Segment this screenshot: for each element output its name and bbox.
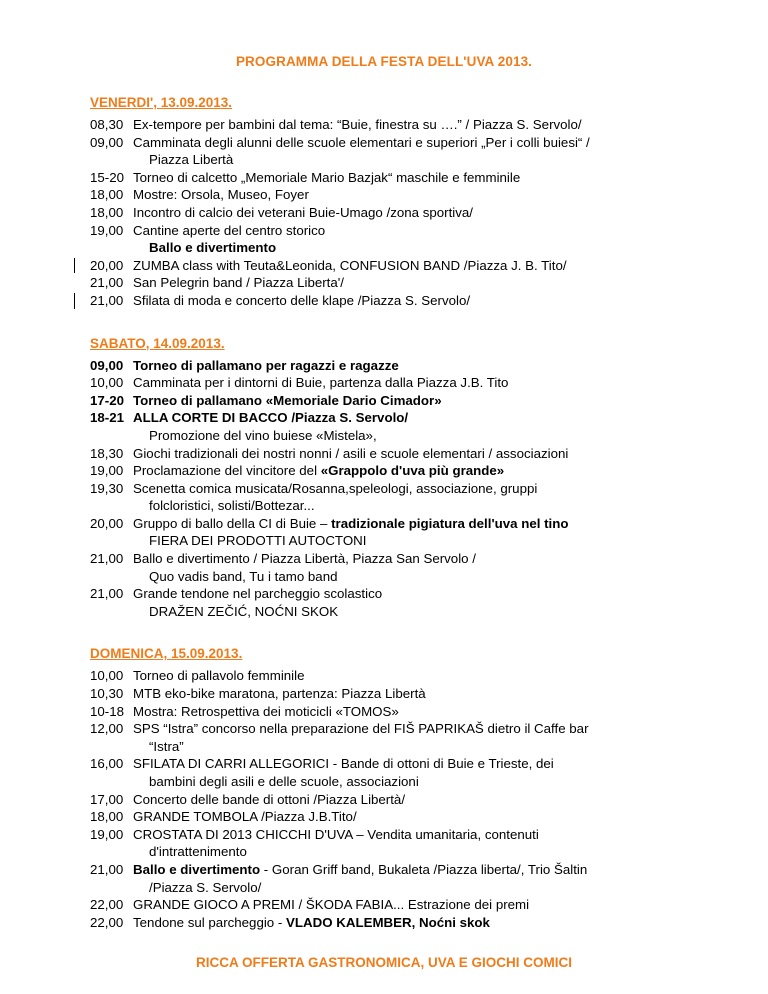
schedule-text: MTB eko-bike maratona, partenza: Piazza Libertà [133,686,426,702]
schedule-text: Ex-tempore per bambini dal tema: “Buie, finestra su ….” / Piazza S. Servolo/ [133,117,582,132]
schedule-time: 10,00 [90,375,124,391]
schedule-text: DRAŽEN ZEČIĆ, NOĆNI SKOK [149,603,339,619]
schedule-time: 10-18 [90,703,125,719]
day-block [60,646,708,931]
schedule-time: 10,30 [90,686,124,702]
schedule-time: 22,00 [90,914,124,930]
schedule-time: 18,30 [90,445,124,461]
schedule-time: 21,00 [90,275,124,291]
schedule-text: Ballo e divertimento / Piazza Libertà, Piazza San Servolo / [133,551,476,567]
schedule-row [90,480,708,498]
schedule-text: bambini degli asili e delle scuole, associazioni [149,774,419,789]
schedule-row [90,896,708,914]
schedule-text: Mostra: Retrospettiva dei moticicli «TOMOS» [133,703,399,719]
schedule-row [90,445,708,463]
schedule-row [90,879,708,897]
schedule-text: folcloristici, solisti/Bottezar... [149,498,315,514]
schedule-text: Torneo di pallavolo femminile [133,668,305,684]
schedule-text: d'intrattenimento [149,844,247,860]
schedule-row [90,427,708,445]
day-block [60,336,708,621]
schedule-row [90,274,708,292]
schedule-row [90,186,708,204]
schedule-time: 16,00 [90,756,124,772]
schedule-text: Mostre: Orsola, Museo, Foyer [133,187,309,203]
schedule-time: 19,00 [90,222,124,238]
schedule-text: Scenetta comica musicata/Rosanna,speleologi, associazione, gruppi [133,480,538,496]
schedule-text: SPS “Istra” concorso nella preparazione del FIŠ PAPRIKAŠ dietro il Caffe bar [133,721,589,737]
schedule-time: 20,00 [90,257,124,273]
schedule-time: 17-20 [90,392,125,408]
schedule-text: Torneo di calcetto „Memoriale Mario Bazjak“ maschile e femminile [133,169,521,185]
schedule-row [90,703,708,721]
schedule-row [90,169,708,187]
schedule-text: Ballo e divertimento - Goran Griff band, Bukaleta /Piazza liberta/, Trio Šaltin [133,861,588,877]
schedule-row [90,720,708,738]
schedule-row [90,532,708,550]
schedule-row [90,738,708,756]
schedule-time: 21,00 [90,551,124,567]
schedule-row [90,462,708,480]
schedule-time: 21,00 [90,292,124,308]
schedule-text: SFILATA DI CARRI ALLEGORICI - Bande di ottoni di Buie e Trieste, dei [133,756,554,772]
schedule-text: Giochi tradizionali dei nostri nonni / asili e scuole elementari / associazioni [133,445,569,461]
schedule-text: Ballo e divertimento [149,240,277,256]
schedule-text: Piazza Libertà [149,152,234,168]
schedule-row [90,292,708,310]
footer-note: RICCA OFFERTA GASTRONOMICA, UVA E GIOCHI COMICI [196,955,572,971]
schedule-list [90,667,708,931]
schedule-text: Grande tendone nel parcheggio scolastico [133,586,383,602]
schedule-text: Cantine aperte del centro storico [133,222,326,238]
schedule-time: 21,00 [90,861,124,877]
schedule-row [90,826,708,844]
schedule-text: Torneo di pallamano «Memoriale Dario Cimador» [133,392,442,408]
schedule-row [90,116,708,134]
schedule-time: 12,00 [90,721,124,737]
schedule-text: Promozione del vino buiese «Mistela», [149,427,377,443]
schedule-time: 08,30 [90,117,124,132]
schedule-text: Torneo di pallamano per ragazzi e ragazze [133,357,399,373]
schedule-time: 19,00 [90,463,124,479]
schedule-row [90,550,708,568]
schedule-text: FIERA DEI PRODOTTI AUTOCTONI [149,533,367,549]
schedule-text: Camminata degli alunni delle scuole elementari e superiori „Per i colli buiesi“ / [133,134,590,150]
schedule-row [90,808,708,826]
schedule-row [90,204,708,222]
schedule-time: 10,00 [90,668,124,684]
schedule-text: Gruppo di ballo della CI di Buie – tradizionale pigiatura dell'uva nel tino [133,515,569,531]
schedule-time: 18-21 [90,410,125,426]
schedule-time: 19,30 [90,480,124,496]
schedule-text: CROSTATA DI 2013 CHICCHI D'UVA – Vendita umanitaria, contenuti [133,826,539,842]
schedule-time: 09,00 [90,134,124,150]
schedule-text: GRANDE GIOCO A PREMI / ŠKODA FABIA... Estrazione dei premi [133,897,530,913]
schedule-text: GRANDE TOMBOLA /Piazza J.B.Tito/ [133,809,357,825]
schedule-row [90,791,708,809]
schedule-row [90,861,708,879]
schedule-time: 22,00 [90,897,124,913]
schedule-row [90,134,708,152]
schedule-row [90,568,708,586]
schedule-text: Proclamazione del vincitore del «Grappolo d'uva più grande» [133,463,505,479]
schedule-text: Tendone sul parcheggio - VLADO KALEMBER, Noćni skok [133,914,490,930]
schedule-time: 17,00 [90,791,124,807]
schedule-row [90,409,708,427]
schedule-row [90,257,708,275]
schedule-row [90,392,708,410]
schedule-text: “Istra” [149,738,184,754]
schedule-row [90,222,708,240]
schedule-row [90,914,708,932]
schedule-text: Camminata per i dintorni di Buie, partenza dalla Piazza J.B. Tito [133,375,509,391]
day-heading: DOMENICA, 15.09.2013. [90,646,243,662]
schedule-text: Sfilata di moda e concerto delle klape /Piazza S. Servolo/ [133,292,471,308]
schedule-time: 18,00 [90,187,124,203]
day-heading: VENERDI', 13.09.2013. [90,95,233,110]
schedule-text: San Pelegrin band / Piazza Liberta'/ [133,275,344,291]
schedule-row [90,151,708,169]
schedule-row [90,585,708,603]
program-days [60,95,708,931]
schedule-time: 18,00 [90,204,124,220]
schedule-time: 09,00 [90,357,124,373]
schedule-row [90,685,708,703]
schedule-row [90,497,708,515]
schedule-time: 20,00 [90,515,124,531]
schedule-row [90,667,708,685]
schedule-text: Quo vadis band, Tu i tamo band [149,568,338,584]
schedule-text: Incontro di calcio dei veterani Buie-Umago /zona sportiva/ [133,204,473,220]
schedule-list [90,116,708,310]
schedule-list [90,357,708,621]
schedule-row [90,603,708,621]
schedule-time: 15-20 [90,169,125,185]
schedule-row [90,755,708,773]
schedule-row [90,843,708,861]
schedule-text: /Piazza S. Servolo/ [149,879,262,895]
page-title: PROGRAMMA DELLA FESTA DELL'UVA 2013. [235,54,533,69]
schedule-text: ALLA CORTE DI BACCO /Piazza S. Servolo/ [133,410,409,426]
day-block [60,95,708,310]
schedule-time: 18,00 [90,809,124,825]
schedule-row [90,357,708,375]
schedule-text: Concerto delle bande di ottoni /Piazza Libertà/ [133,791,406,807]
day-heading: SABATO, 14.09.2013. [90,335,225,351]
schedule-row [90,374,708,392]
schedule-text: ZUMBA class with Teuta&Leonida, CONFUSION BAND /Piazza J. B. Tito/ [133,257,567,273]
schedule-row [90,515,708,533]
schedule-row [90,773,708,791]
schedule-time: 21,00 [90,586,124,602]
schedule-time: 19,00 [90,826,124,842]
schedule-row [90,239,708,257]
